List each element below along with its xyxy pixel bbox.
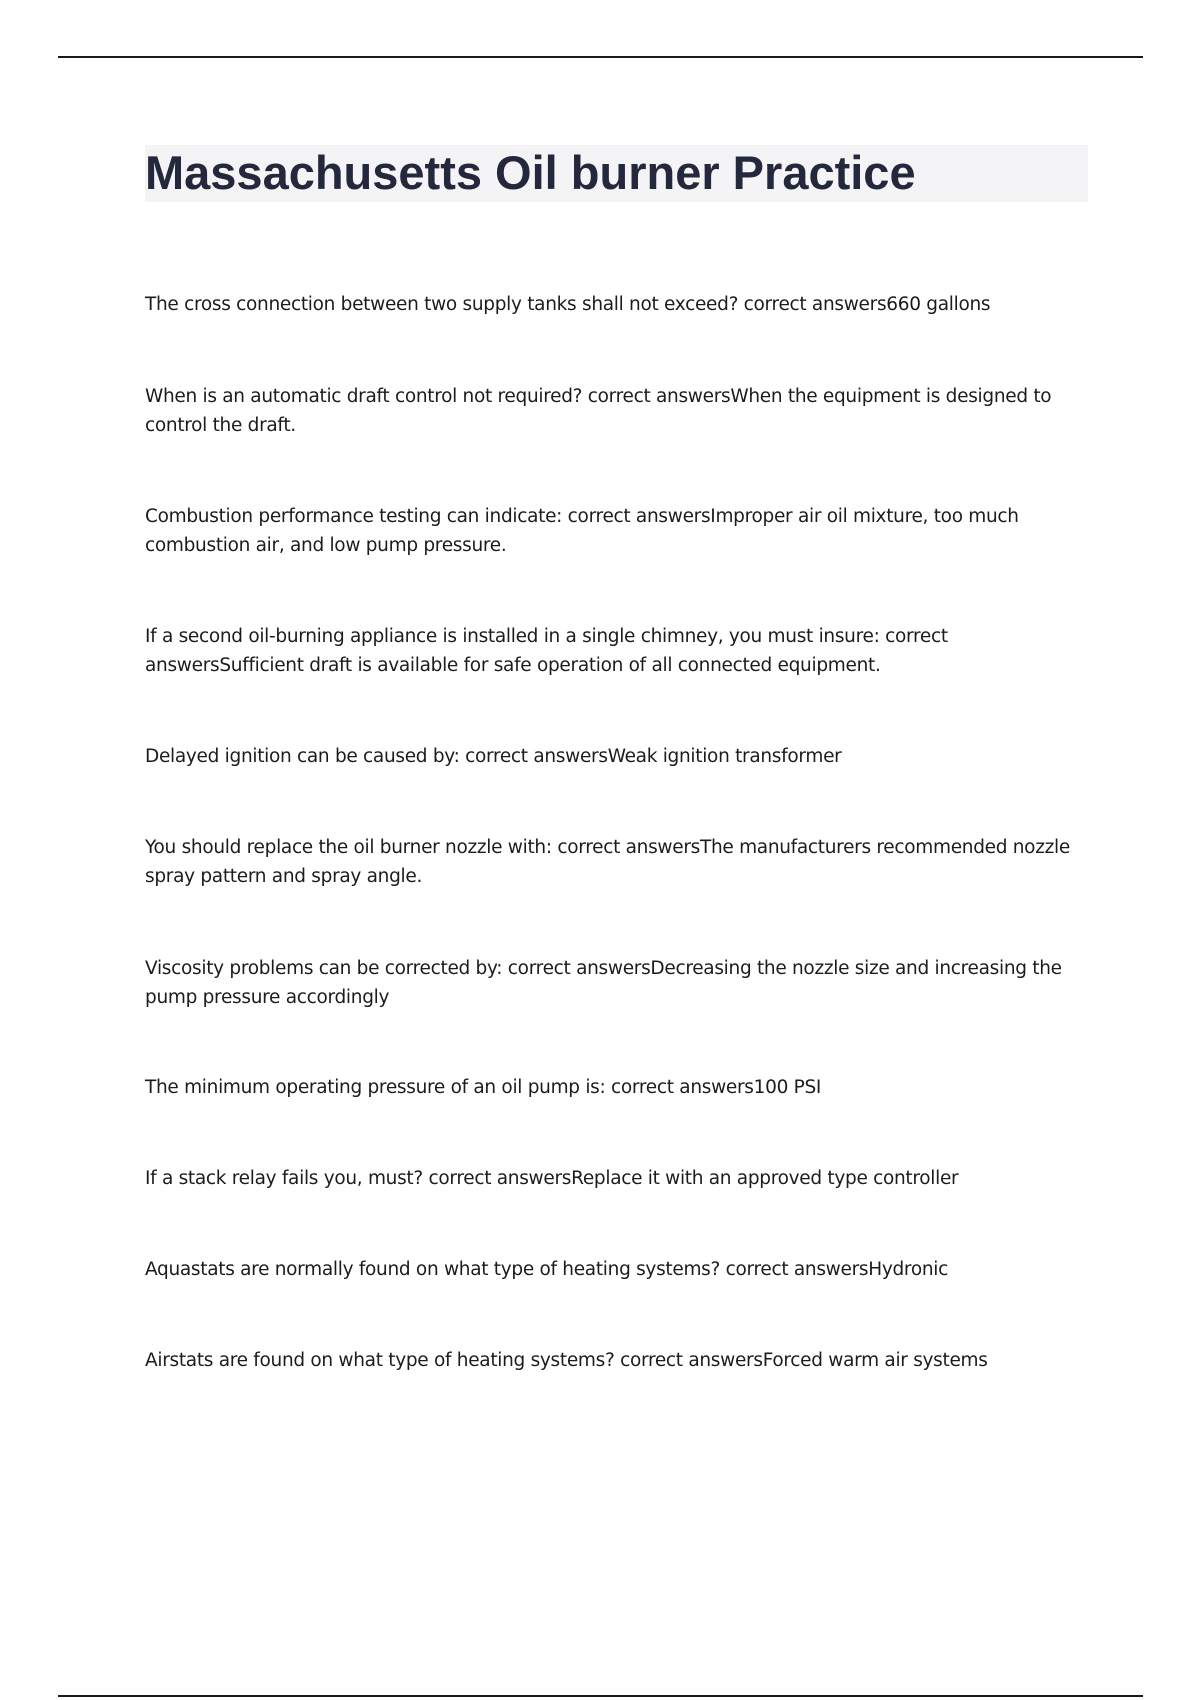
bottom-rule bbox=[58, 1695, 1143, 1697]
qa-item-6: You should replace the oil burner nozzle with: correct answersThe manufacturers recommended nozzle spray pattern and spray angle. bbox=[145, 837, 1070, 887]
qa-item-4: If a second oil-burning appliance is installed in a single chimney, you must insure: correct answersSufficient draft is available for safe operation of all connected equipment. bbox=[145, 626, 948, 676]
top-rule bbox=[58, 56, 1143, 58]
qa-item-5: Delayed ignition can be caused by: correct answersWeak ignition transformer bbox=[145, 746, 842, 767]
qa-item-1: The cross connection between two supply tanks shall not exceed? correct answers660 gallons bbox=[145, 294, 991, 315]
page-title: Massachusetts Oil burner Practice bbox=[145, 146, 916, 199]
qa-item-8: The minimum operating pressure of an oil pump is: correct answers100 PSI bbox=[145, 1077, 822, 1098]
qa-item-9: If a stack relay fails you, must? correct answersReplace it with an approved type controller bbox=[145, 1168, 959, 1189]
qa-item-11: Airstats are found on what type of heating systems? correct answersForced warm air systems bbox=[145, 1350, 988, 1371]
qa-item-10: Aquastats are normally found on what type of heating systems? correct answersHydronic bbox=[145, 1259, 948, 1280]
qa-item-3: Combustion performance testing can indicate: correct answersImproper air oil mixture, too much combustion air, and low pump pressure. bbox=[145, 506, 1019, 556]
qa-item-2: When is an automatic draft control not required? correct answersWhen the equipment is designed to control the draft. bbox=[145, 386, 1052, 436]
qa-item-7: Viscosity problems can be corrected by: correct answersDecreasing the nozzle size and increasing the pump pressure accordingly bbox=[145, 958, 1062, 1008]
